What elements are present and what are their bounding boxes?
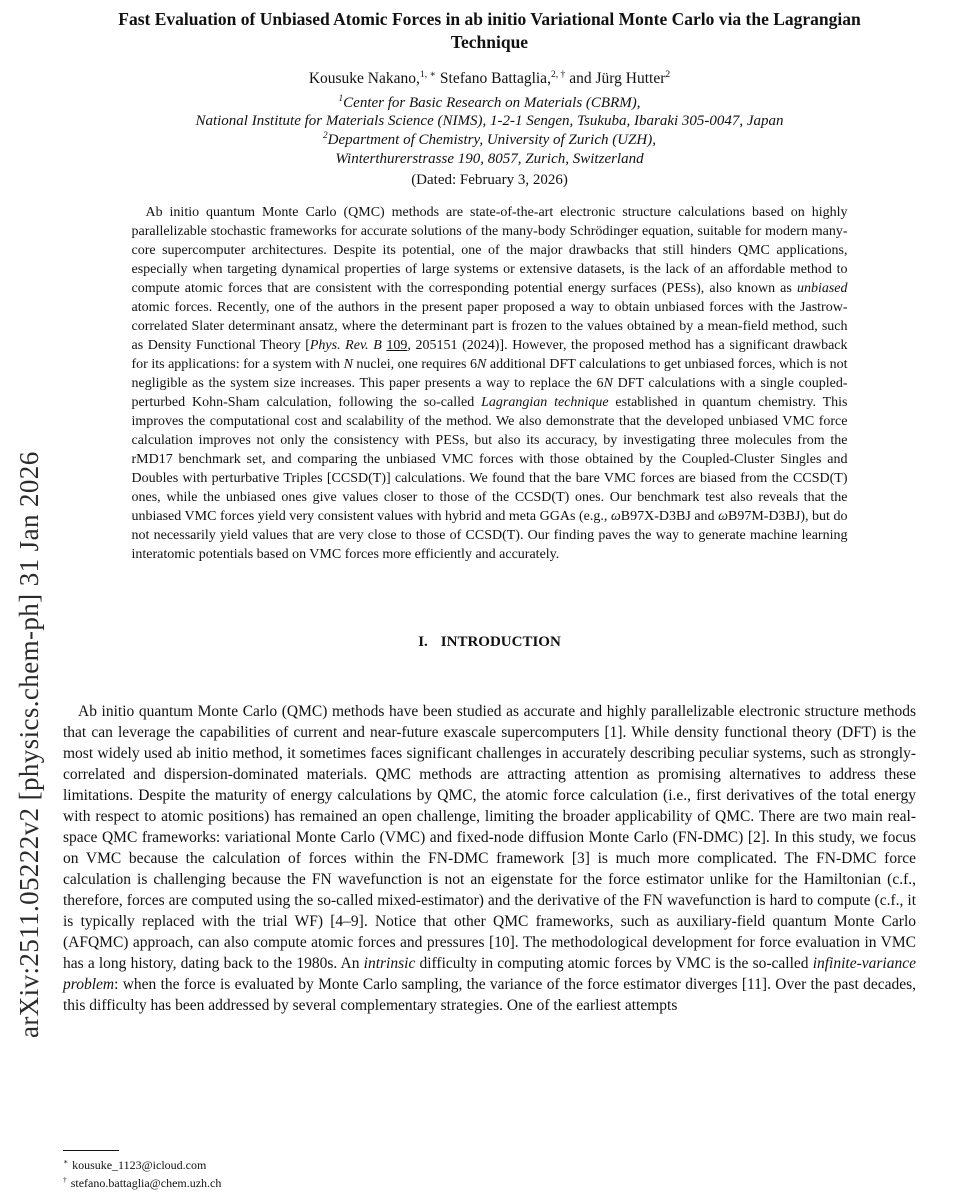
- footnote-email-1: [63, 1156, 221, 1174]
- footnote-marker-asterisk: ∗: [63, 1157, 69, 1166]
- footnote-email-text: stefano.battaglia@chem.uzh.ch: [70, 1176, 222, 1190]
- footnote-rule: [63, 1150, 119, 1151]
- affiliation-line: $^2$Department of Chemistry, University of Zurich (UZH),: [323, 131, 656, 148]
- author-affiliation-ref: 2: [665, 68, 671, 80]
- paper-content: [63, 0, 916, 1016]
- section-number: I.: [418, 633, 428, 650]
- date-line: (Dated: February 3, 2026): [411, 171, 568, 188]
- affiliation-number: 2: [323, 131, 328, 141]
- author: and Jürg Hutter$^2$: [569, 68, 671, 87]
- author-affiliation-ref: 2, †: [550, 68, 566, 80]
- arxiv-watermark: arXiv:2511.05222v2 [physics.chem-ph] 31 Jan 2026: [14, 451, 44, 1038]
- abstract: Ab initio quantum Monte Carlo (QMC) methods are state-of-the-art electronic structure calculations based on highly parallelizable stochastic frameworks for accurate solutions of the many-body Schrödinger equation, suitable for modern many-core supercomputer architectures. Despite its potential, one of the major drawbacks that still hinders QMC applications, especially when targeting dynamical properties of large systems or extensive datasets, is the lack of an affordable method to compute atomic forces that are consistent with the corresponding potential energy surfaces (PESs), also known as unbiased atomic forces. Recently, one of the authors in the present paper proposed a way to obtain unbiased forces with the Jastrow-correlated Slater determinant ansatz, where the determinant part is frozen to the values obtained by a mean-field method, such as Density Functional Theory [Phys. Rev. B 109, 205151 (2024)]. However, the proposed method has a significant drawback for its applications: for a system with N nuclei, one requires 6N additional DFT calculations to get unbiased forces, which is not negligible as the system size increases. This paper presents a way to replace the 6N DFT calculations with a single coupled-perturbed Kohn-Sham calculation, following the so-called Lagrangian technique established in quantum chemistry. This improves the computational cost and scalability of the method. We also demonstrate that the developed unbiased VMC force calculation improves not only the consistency with PESs, but also its accuracy, by investigating three molecules from the rMD17 benchmark set, and comparing the unbiased VMC forces with those obtained by the Coupled-Cluster Singles and Doubles with perturbative Triples [CCSD(T)] calculations. We found that the bare VMC forces are biased from the CCSD(T) ones, while the unbiased ones give values closer to those of the CCSD(T) ones. Our benchmark test also reveals that the unbiased VMC forces yield very consistent values with hybrid and meta GGAs (e.g., ωB97X-D3BJ and ωB97M-D3BJ), but do not necessarily yield values that are very close to those of CCSD(T). Our finding paves the way to generate machine learning interatomic potentials based on VMC forces more efficiently and accurately.: [131, 204, 848, 562]
- paper-title: Fast Evaluation of Unbiased Atomic Forces in ab initio Variational Monte Carlo via the Lagrangian Technique: [118, 9, 861, 52]
- affiliation-line: $^1$Center for Basic Research on Materials (CBRM),: [338, 93, 641, 111]
- section-title: INTRODUCTION: [440, 633, 561, 650]
- affiliation-number: 1: [338, 93, 344, 104]
- author-list: [63, 70, 916, 88]
- footnote-marker-dagger: †: [63, 1175, 67, 1184]
- introduction-paragraph: Ab initio quantum Monte Carlo (QMC) methods have been studied as accurate and highly parallelizable electronic structure methods that can leverage the capabilities of current and near-future exascale supercomputers [1]. While density functional theory (DFT) is the most widely used ab initio method, it sometimes faces significant challenges in accurately describing peculiar systems, such as strongly-correlated and dispersion-dominated materials. QMC methods are attracting attention as promising alternatives to address these limitations. Despite the maturity of energy calculations by QMC, the atomic force calculation (i.e., first derivatives of the total energy with respect to atomic positions) has remained an open challenge, limiting the broader applicability of QMC. There are two main real-space QMC frameworks: variational Monte Carlo (VMC) and fixed-node diffusion Monte Carlo (FN-DMC) [2]. In this study, we focus on VMC because the calculation of forces within the FN-DMC framework [3] is much more complicated. The FN-DMC force calculation is challenging because the FN wavefunction is not an eigenstate for the force estimator unlike for the Hamiltonian (c.f., therefore, forces are computed using the so-called mixed-estimator) and the derivative of the FN wavefunction is hard to compute (c.f., it is typically replaced with the trial WF) [4–9]. Notice that other QMC frameworks, such as auxiliary-field quantum Monte Carlo (AFQMC) approach, can also compute atomic forces and pressures [10]. The methodological development for force evaluation in VMC has a long history, dating back to the 1980s. An intrinsic difficulty in computing atomic forces by VMC is the so-called infinite-variance problem: when the force is evaluated by Monte Carlo sampling, the variance of the force estimator diverges [11]. Over the past decades, this difficulty has been addressed by several complementary strategies. One of the earliest attempts: [63, 702, 916, 1014]
- footnote-email-2: [63, 1174, 221, 1192]
- footnote-email-text: kousuke_1123@icloud.com: [72, 1158, 207, 1172]
- author: Kousuke Nakano,$^{1, ∗}$: [308, 68, 437, 87]
- affiliation-line: Winterthurerstrasse 190, 8057, Zurich, Switzerland: [335, 150, 644, 167]
- author: Stefano Battaglia,$^{2, \dagger}$: [439, 68, 566, 87]
- affiliation-line: National Institute for Materials Science (NIMS), 1-2-1 Sengen, Tsukuba, Ibaraki 305-0047, Japan: [195, 113, 784, 130]
- footnotes: [63, 1150, 221, 1192]
- author-affiliation-ref: 1, ∗: [419, 68, 437, 80]
- section-heading-introduction: [63, 634, 916, 651]
- affiliations: [63, 94, 916, 169]
